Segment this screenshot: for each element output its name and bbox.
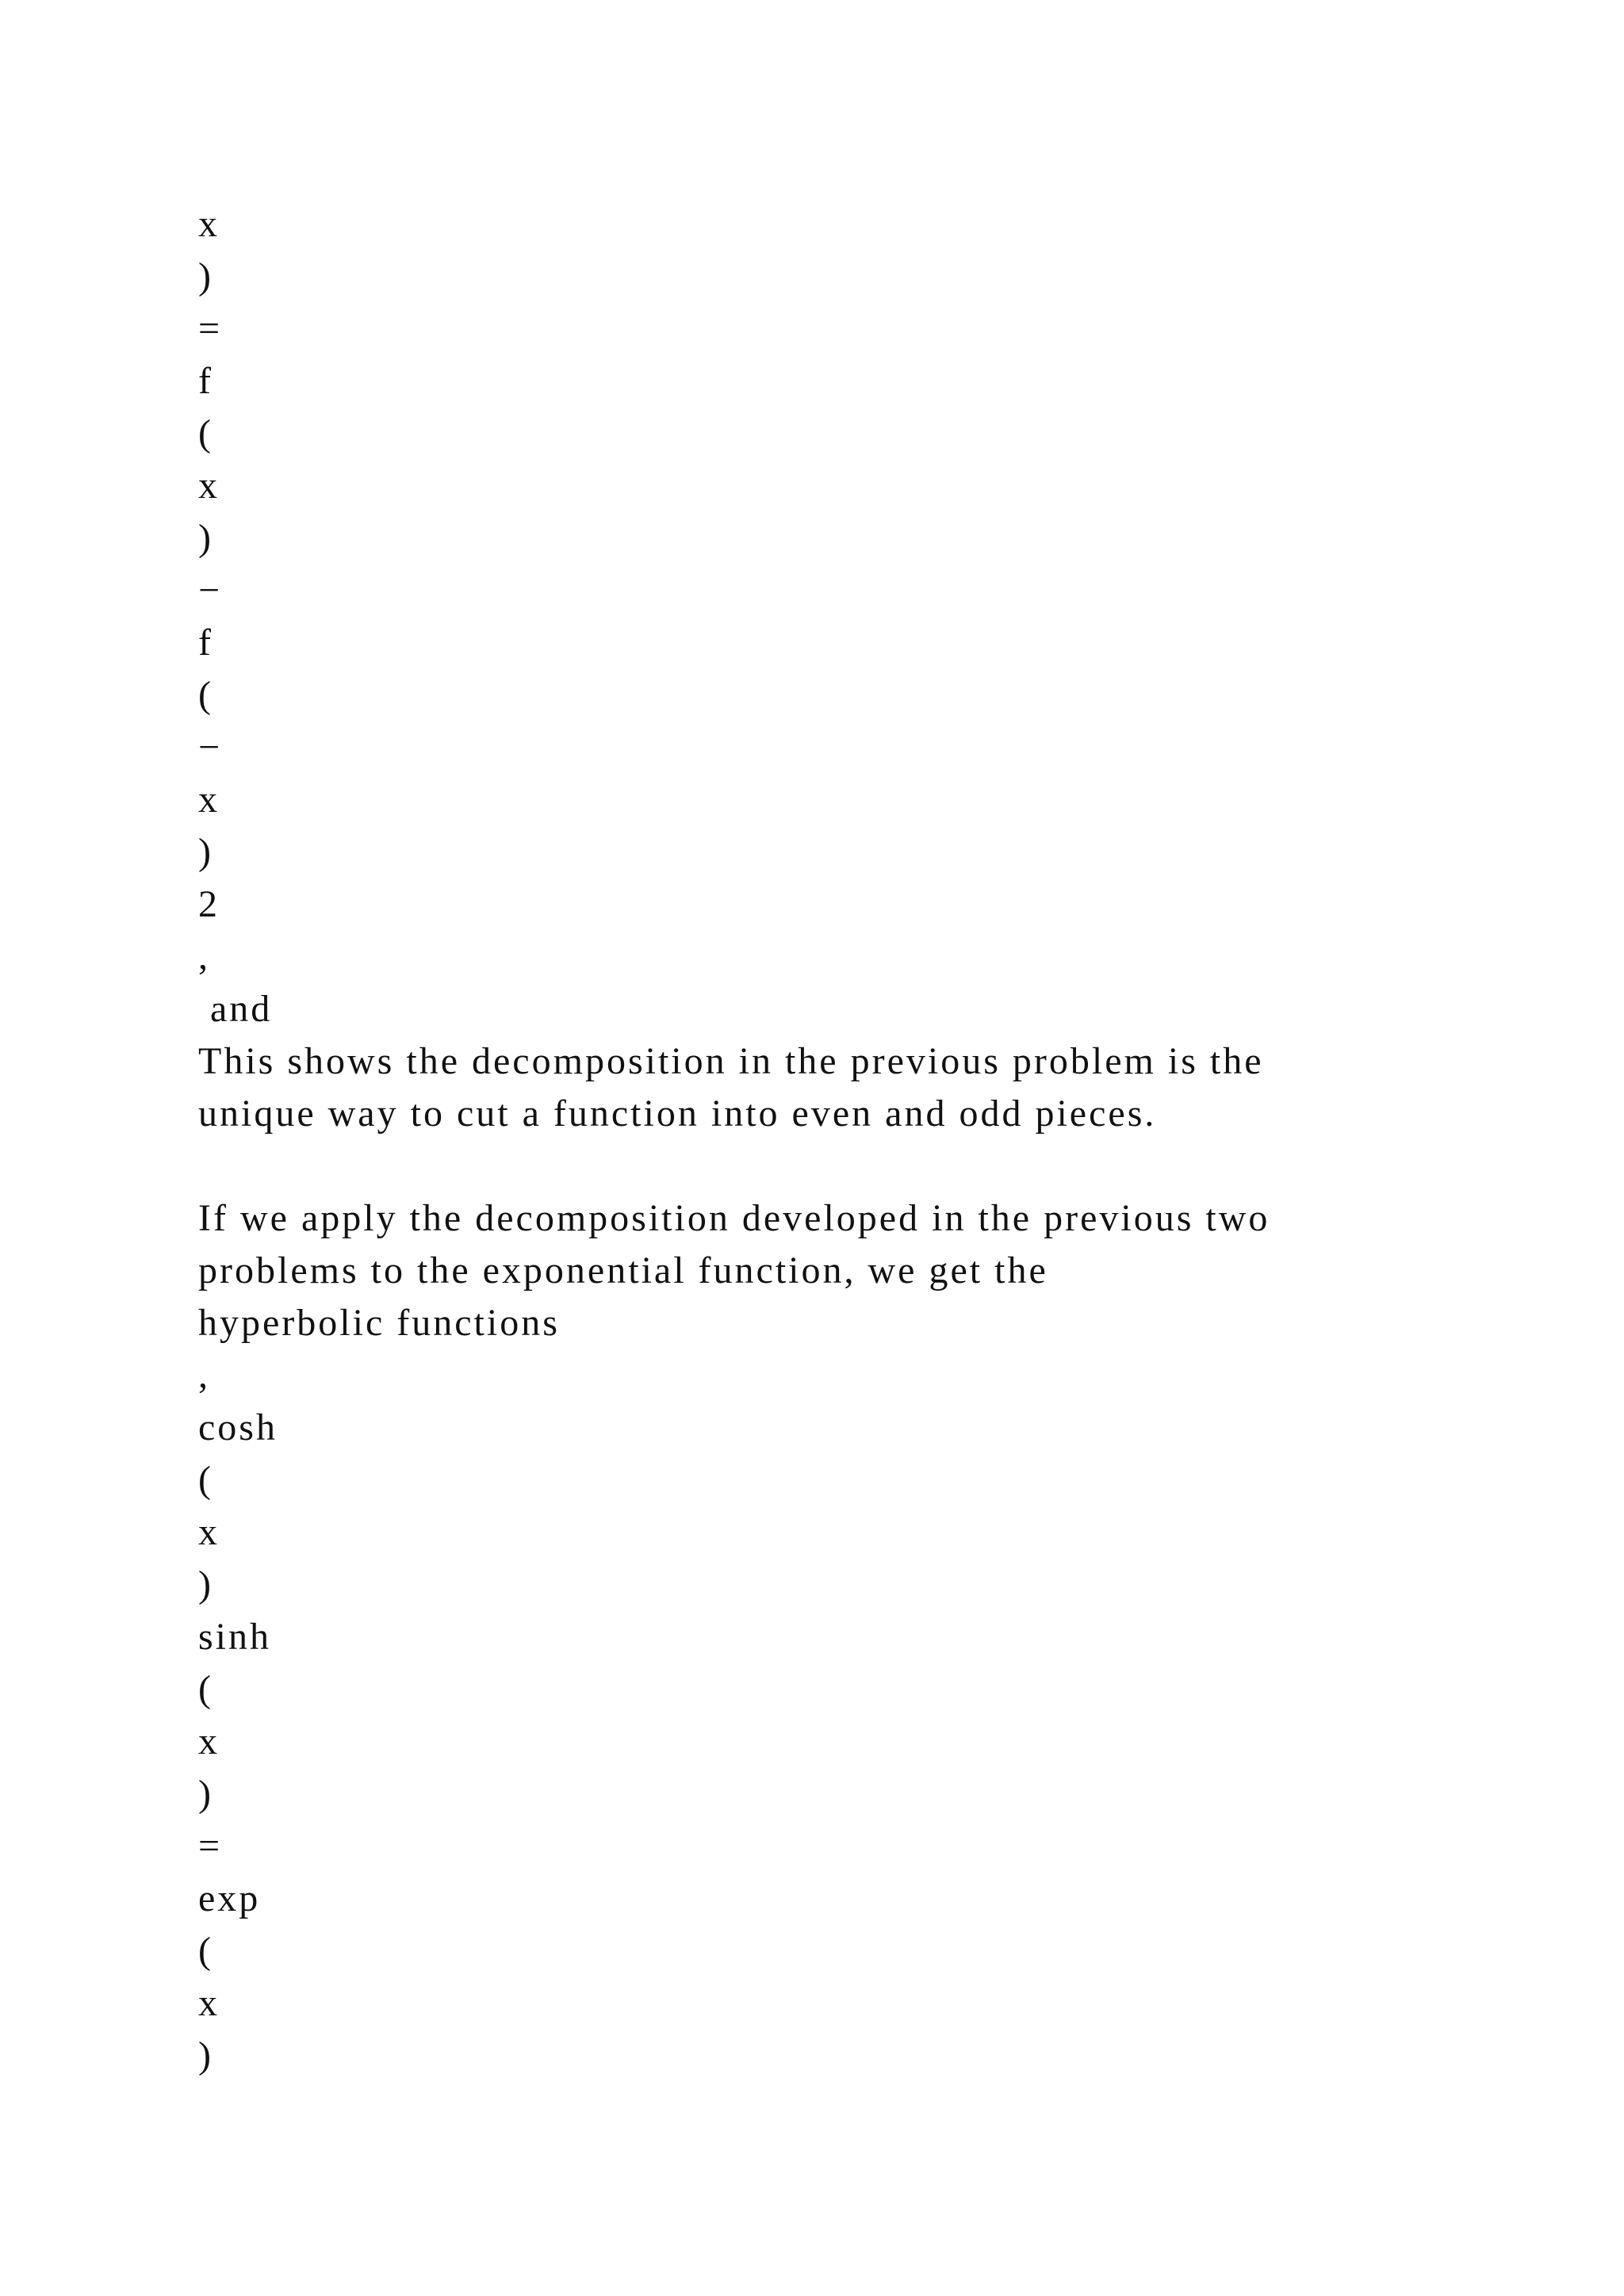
paragraph-line: problems to the exponential function, we get the [198, 1249, 1048, 1292]
formula-fragment: , [198, 1354, 210, 1396]
paragraph-line: This shows the decomposition in the previous problem is the [198, 1040, 1264, 1082]
formula-fragment: ( [198, 1930, 213, 1972]
paragraph-line: hyperbolic functions [198, 1302, 560, 1344]
paragraph-line: If we apply the decomposition developed in the previous two [198, 1197, 1270, 1239]
formula-fragment: ( [198, 1459, 213, 1501]
formula-fragment: ) [198, 831, 213, 873]
formula-fragment: ) [198, 517, 213, 559]
formula-fragment: ( [198, 412, 213, 454]
formula-fragment: exp [198, 1877, 261, 1919]
formula-fragment: ) [198, 1773, 213, 1815]
formula-fragment: x [198, 465, 220, 507]
formula-fragment: x [198, 779, 220, 821]
formula-fragment: f [198, 360, 213, 402]
formula-fragment: sinh [198, 1616, 272, 1658]
formula-fragment: 2 [198, 883, 220, 925]
formula-fragment: = [198, 308, 223, 350]
formula-fragment: − [198, 569, 223, 611]
formula-fragment: x [198, 1982, 220, 2024]
formula-fragment: ( [198, 1668, 213, 1710]
paragraph-gap [198, 1140, 1435, 1192]
paragraph-line: unique way to cut a function into even and odd pieces. [198, 1093, 1157, 1135]
formula-fragment: = [198, 1825, 223, 1867]
formula-fragment: and [198, 988, 273, 1030]
formula-fragment: f [198, 622, 213, 664]
formula-fragment: ) [198, 1563, 213, 1605]
formula-fragment: x [198, 1511, 220, 1553]
document-body [198, 198, 1435, 2082]
formula-fragment: ) [198, 2034, 213, 2076]
formula-fragment: x [198, 203, 220, 245]
formula-fragment: cosh [198, 1406, 278, 1448]
formula-fragment: , [198, 936, 210, 978]
formula-fragment: ) [198, 255, 213, 297]
formula-fragment: ( [198, 674, 213, 716]
formula-fragment: x [198, 1720, 220, 1762]
formula-fragment: − [198, 726, 223, 768]
